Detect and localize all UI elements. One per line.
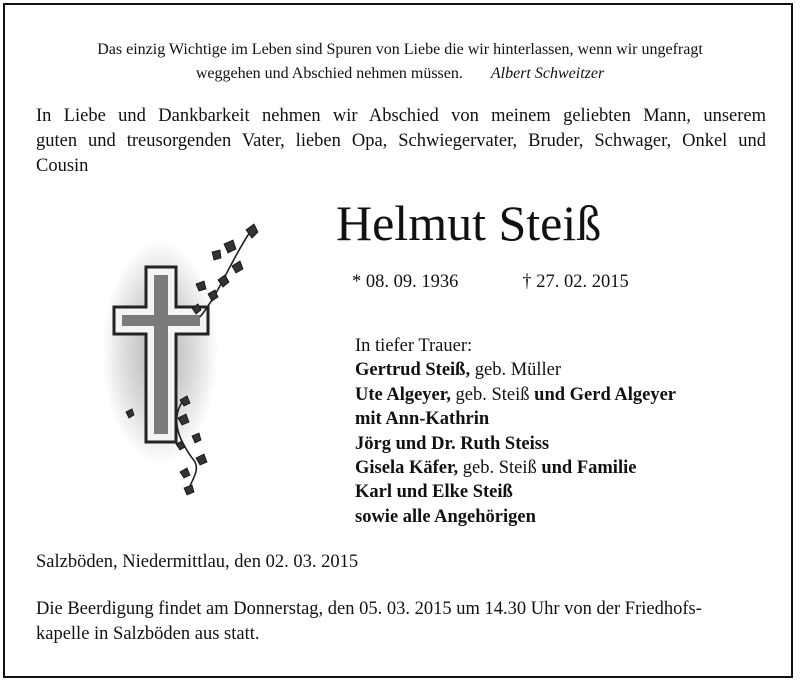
quote-line-1: Das einzig Wichtige im Leben sind Spuren von Liebe die wir hinterlassen, wenn wir ungefragt [97,41,703,58]
place-and-date: Salzböden, Niedermittlau, den 02. 03. 2015 [36,552,359,572]
life-dates [352,272,629,293]
mourner-note: geb. Müller [470,360,562,381]
intro-line-1: In Liebe und Dankbarkeit nehmen wir Abschied von meinem geliebten Mann, unserem [36,106,766,126]
mourner-line [355,456,676,480]
mourner-line [355,383,676,407]
quote-text-end: weggehen und Abschied nehmen müssen. [195,65,463,82]
birth-date: * 08. 09. 1936 [352,272,459,292]
intro-text [36,104,766,179]
funeral-info [36,597,766,647]
mourner-name: Gisela Käfer, [355,458,459,479]
mourner-name: Ute Algeyer, [355,384,451,405]
mourners-list [355,334,676,529]
mourner-note: geb. Steiß [458,458,542,479]
mourner-name: und Gerd Algeyer [534,384,676,405]
intro-line-3: Cousin [36,156,89,176]
quote-line-2 [20,62,780,86]
mourner-line [355,358,676,382]
deceased-name: Helmut Steiß [336,195,602,251]
death-date: † 27. 02. 2015 [522,272,629,292]
epigraph-quote [20,38,780,86]
mourner-name: und Familie [541,458,637,479]
quote-author: Albert Schweitzer [490,65,605,82]
mourner-line: Jörg und Dr. Ruth Steiss [355,433,550,454]
funeral-line-2: kapelle in Salzböden aus statt. [36,624,260,644]
mourner-note: geb. Steiß [450,384,535,405]
mourner-line: mit Ann-Kathrin [355,409,490,430]
mourner-line: Karl und Elke Steiß [355,482,513,503]
cross-with-ivy-icon [100,222,270,522]
mourners-heading: In tiefer Trauer: [355,336,473,356]
intro-line-2: guten und treusorgenden Vater, lieben Opa, Schwiegervater, Bruder, Schwager, Onkel und [36,131,766,151]
funeral-line-1: Die Beerdigung findet am Donnerstag, den 05. 03. 2015 um 14.30 Uhr von der Friedhofs- [36,599,702,619]
mourner-line: sowie alle Angehörigen [355,506,536,527]
mourner-name: Gertrud Steiß, [355,360,471,381]
